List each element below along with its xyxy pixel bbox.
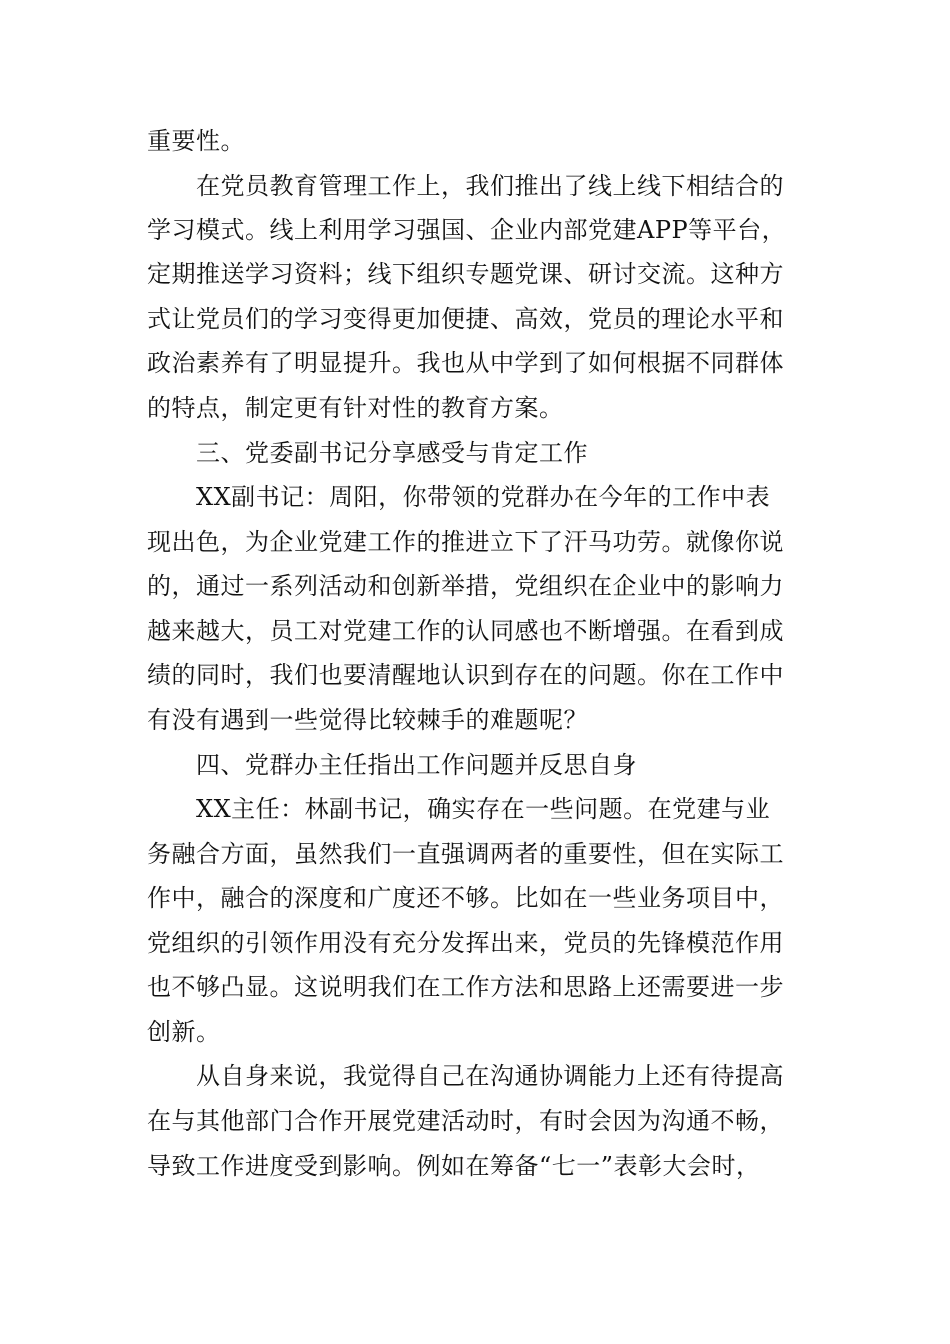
paragraph-line: 的特点，制定更有针对性的教育方案。 (147, 394, 564, 422)
paragraph-line: 作中，融合的深度和广度还不够。比如在一些业务项目中， (147, 884, 784, 912)
paragraph-line: 在与其他部门合作开展党建活动时，有时会因为沟通不畅， (147, 1107, 784, 1135)
paragraph-line: 也不够凸显。这说明我们在工作方法和思路上还需要进一步 (147, 973, 784, 1001)
section-heading: 四、党群办主任指出工作问题并反思自身 (196, 751, 637, 779)
paragraph-line: 现出色，为企业党建工作的推进立下了汗马功劳。就像你说 (147, 528, 784, 556)
paragraph-line: XX主任：林副书记，确实存在一些问题。在党建与业 (196, 795, 771, 823)
section-heading: 三、党委副书记分享感受与肯定工作 (196, 439, 588, 467)
paragraph-line: 定期推送学习资料；线下组织专题党课、研讨交流。这种方 (147, 260, 784, 288)
paragraph-line: 越来越大，员工对党建工作的认同感也不断增强。在看到成 (147, 617, 784, 645)
paragraph-line: 重要性。 (147, 127, 245, 155)
paragraph-line: 导致工作进度受到影响。例如在筹备“七一”表彰大会时， (147, 1152, 761, 1180)
paragraph-line: 在党员教育管理工作上，我们推出了线上线下相结合的 (196, 172, 784, 200)
paragraph-line: 绩的同时，我们也要清醒地认识到存在的问题。你在工作中 (147, 661, 784, 689)
paragraph-line: 党组织的引领作用没有充分发挥出来，党员的先锋模范作用 (147, 929, 784, 957)
paragraph-line: 创新。 (147, 1018, 221, 1046)
paragraph-line: 的，通过一系列活动和创新举措，党组织在企业中的影响力 (147, 572, 784, 600)
paragraph-line: 从自身来说，我觉得自己在沟通协调能力上还有待提高 (196, 1062, 784, 1090)
paragraph-line: 务融合方面，虽然我们一直强调两者的重要性，但在实际工 (147, 840, 784, 868)
paragraph-line: 式让党员们的学习变得更加便捷、高效，党员的理论水平和 (147, 305, 784, 333)
paragraph-line: XX副书记：周阳，你带领的党群办在今年的工作中表 (196, 483, 771, 511)
paragraph-line: 有没有遇到一些觉得比较棘手的难题呢？ (147, 706, 588, 734)
paragraph-line: 学习模式。线上利用学习强国、企业内部党建APP等平台， (147, 216, 787, 244)
paragraph-line: 政治素养有了明显提升。我也从中学到了如何根据不同群体 (147, 349, 784, 377)
